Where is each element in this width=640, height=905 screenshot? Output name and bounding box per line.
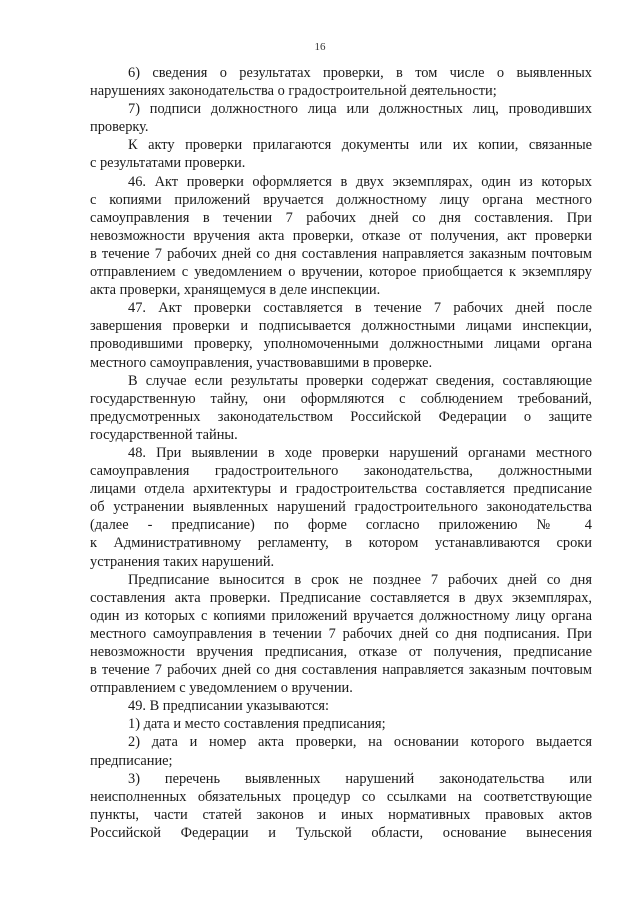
- text-line: В случае если результаты проверки содержат сведения, составляющие: [128, 372, 592, 389]
- text-line: Предписание выносится в срок не позднее 7 рабочих дней со дня: [128, 571, 592, 588]
- text-line: отправлением с уведомлением о вручении.: [90, 680, 353, 697]
- paragraph: [90, 770, 592, 842]
- paragraph: [90, 715, 592, 733]
- text-line: предписание;: [90, 752, 173, 769]
- text-line: невозможности вручения акта проверки, отказе от получения, акт проверки: [90, 227, 592, 244]
- paragraph: [90, 136, 592, 172]
- text-line: 7) подписи должностного лица или должностных лиц, проводивших: [128, 101, 592, 118]
- text-line: невозможности вручения предписания, отказе от получения, предписание: [90, 644, 592, 660]
- text-line: проверку.: [90, 119, 149, 136]
- text-line: 2) дата и номер акта проверки, на основании которого выдается: [128, 734, 592, 751]
- page-number: 16: [314, 41, 326, 53]
- paragraph: [90, 173, 592, 300]
- text-line: завершения проверки и подписывается должностными лицами инспекции,: [90, 318, 592, 335]
- text-line: устранения таких нарушений.: [90, 553, 275, 570]
- document-body: [90, 64, 592, 842]
- text-line: с копиями приложений вручается должностному лицу органа местного: [90, 191, 592, 208]
- text-line: составления акта проверки. Предписание составляется в двух экземплярах,: [90, 589, 592, 606]
- text-line: лицами отдела архитектуры и градостроительства составляется предписание: [90, 481, 592, 498]
- text-line: один из которых с копиями приложений вручается должностному лицу органа: [90, 607, 592, 624]
- text-line: об устранении выявленных нарушений градостроительного законодательства: [90, 499, 592, 516]
- text-line: проводившими проверку, уполномоченными должностными лицами органа: [90, 336, 592, 353]
- text-line: государственную тайну, они оформляются с соблюдением требований,: [90, 390, 592, 407]
- text-line: 3) перечень выявленных нарушений законодательства или: [128, 770, 592, 787]
- text-line: 49. В предписании указываются:: [128, 698, 329, 715]
- text-line: с результатами проверки.: [90, 155, 246, 172]
- text-line: к Административному регламенту, в котором устанавливаются сроки: [90, 535, 592, 552]
- text-line: 6) сведения о результатах проверки, в том числе о выявленных: [128, 65, 592, 81]
- text-line: 48. При выявлении в ходе проверки нарушений органами местного: [128, 444, 592, 461]
- text-line: (далее - предписание) по форме согласно приложению № 4: [90, 517, 592, 534]
- paragraph: [90, 571, 592, 698]
- text-line: местного самоуправления, участвовавшими в проверке.: [90, 354, 433, 371]
- text-line: отправлением с уведомлением о вручении, которое приобщается к экземпляру: [90, 264, 592, 281]
- paragraph: [90, 299, 592, 371]
- text-line: 46. Акт проверки оформляется в двух экземплярах, один из которых: [128, 173, 592, 190]
- paragraph: [90, 697, 592, 715]
- paragraph: [90, 444, 592, 571]
- text-line: предусмотренных законодательством Российской Федерации о защите: [90, 408, 592, 425]
- text-line: 1) дата и место составления предписания;: [128, 716, 386, 733]
- text-line: самоуправления в течении 7 рабочих дней со дня составления. При: [90, 209, 592, 226]
- text-line: в течение 7 рабочих дней со дня составления направляется заказным почтовым: [90, 662, 592, 679]
- text-line: нарушениях законодательства о градостроительной деятельности;: [90, 83, 497, 100]
- text-line: самоуправления градостроительного законодательства, должностными: [90, 463, 592, 480]
- text-line: пункты, части статей законов и иных нормативных правовых актов: [90, 806, 592, 823]
- text-line: акта проверки, хранящемуся в деле инспекции.: [90, 282, 381, 299]
- text-line: в течение 7 рабочих дней со дня составления направляется заказным почтовым: [90, 245, 592, 262]
- paragraph: [90, 64, 592, 100]
- paragraph: [90, 100, 592, 136]
- paragraph: [90, 372, 592, 444]
- text-line: государственной тайны.: [90, 426, 238, 443]
- text-line: неисполненных обязательных процедур со ссылками на соответствующие: [90, 788, 592, 805]
- text-line: 47. Акт проверки составляется в течение 7 рабочих дней после: [128, 300, 592, 317]
- text-line: Российской Федерации и Тульской области, основание вынесения: [90, 824, 592, 841]
- text-line: К акту проверки прилагаются документы или их копии, связанные: [128, 137, 592, 154]
- paragraph: [90, 733, 592, 769]
- text-line: местного самоуправления в течении 7 рабочих дней со дня подписания. При: [90, 625, 592, 642]
